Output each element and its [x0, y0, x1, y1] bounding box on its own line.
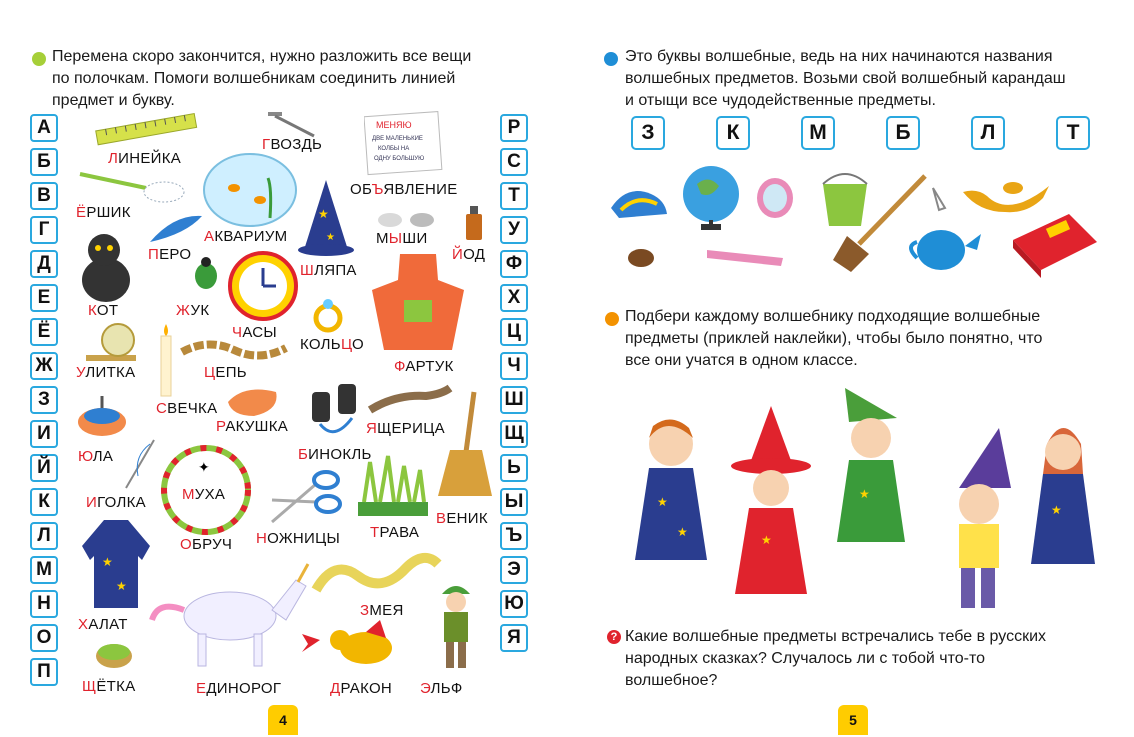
clock-icon: [226, 250, 300, 322]
blue-bullet-icon: [604, 52, 618, 66]
letter-tile[interactable]: Й: [30, 454, 58, 482]
svg-text:★: ★: [677, 525, 688, 539]
candle-icon: [156, 322, 176, 398]
word-yula: ЮЛА: [78, 448, 114, 465]
letter-tile[interactable]: Д: [30, 250, 58, 278]
letter-tile[interactable]: Ё: [30, 318, 58, 346]
right-page: [567, 0, 1134, 737]
letter-tile[interactable]: Н: [30, 590, 58, 618]
magic-letter-tile[interactable]: М: [801, 116, 835, 150]
word-chasy: ЧАСЫ: [232, 324, 277, 341]
safety-pin-icon: [929, 184, 951, 214]
word-kolco: КОЛЬЦО: [300, 336, 365, 353]
notice-sign-icon: [364, 110, 444, 178]
letter-tile[interactable]: Ю: [500, 590, 528, 618]
feather-icon: [146, 210, 206, 246]
magic-letter-tile[interactable]: Б: [886, 116, 920, 150]
magic-slippers-icon: [607, 180, 671, 224]
intro-line-3: предмет и букву.: [52, 92, 175, 109]
elf-icon: [430, 580, 480, 676]
page-number: 5: [838, 705, 868, 735]
word-khalat: ХАЛАТ: [78, 616, 128, 633]
svg-text:★: ★: [761, 533, 772, 547]
task2-line-3: все они учатся в одном классе.: [625, 352, 858, 369]
letter-tile[interactable]: Э: [500, 556, 528, 584]
letter-tile[interactable]: А: [30, 114, 58, 142]
task1-line-1: Это буквы волшебные, ведь на них начинаются названия: [625, 48, 1053, 65]
broom-icon: [430, 388, 494, 500]
word-lineyka: ЛИНЕЙКА: [108, 150, 182, 167]
word-mukha: МУХА: [182, 486, 226, 503]
chain-icon: [178, 338, 290, 364]
letter-tile[interactable]: Ф: [500, 250, 528, 278]
seashell-icon: [224, 382, 282, 418]
word-cep: ЦЕПЬ: [204, 364, 247, 381]
word-elf: ЭЛЬФ: [420, 680, 463, 697]
task3-line-3: волшебное?: [625, 672, 718, 689]
robe-icon: [76, 516, 156, 612]
ring-icon: [310, 296, 346, 336]
word-nozhnitsy: НОЖНИЦЫ: [256, 530, 341, 547]
ruler-icon: [92, 108, 202, 148]
letter-tile[interactable]: В: [30, 182, 58, 210]
svg-text:★: ★: [326, 232, 335, 243]
brush-icon: [94, 636, 136, 672]
word-drakon: ДРАКОН: [330, 680, 393, 697]
snail-icon: [82, 318, 140, 362]
word-zmeya: ЗМЕЯ: [360, 602, 404, 619]
word-pero: ПЕРО: [148, 246, 192, 263]
cat-icon: [76, 228, 138, 304]
letter-tile[interactable]: С: [500, 148, 528, 176]
sign-line-4: ОДНУ БОЛЬШУЮ: [374, 156, 425, 162]
hand-mirror-icon: [753, 176, 797, 232]
word-ulitka: УЛИТКА: [76, 364, 136, 381]
magic-letter-tile[interactable]: З: [631, 116, 665, 150]
word-venik: ВЕНИК: [436, 510, 488, 527]
task2-text: [625, 306, 1105, 372]
grass-icon: [354, 452, 432, 520]
magic-letter-tile[interactable]: Т: [1056, 116, 1090, 150]
letter-tile[interactable]: Б: [30, 148, 58, 176]
task3-line-2: народных сказках? Случалось ли с тобой что-то: [625, 650, 986, 667]
word-shlyapa: ШЛЯПА: [300, 262, 357, 279]
wizard-boy-glasses-icon: [627, 410, 717, 566]
word-ershik: ЁРШИК: [76, 204, 131, 221]
task1-line-2: волшебных предметов. Возьми свой волшебный карандаш: [625, 70, 1066, 87]
dragon-icon: [300, 618, 410, 674]
letter-tile[interactable]: О: [30, 624, 58, 652]
letter-tile[interactable]: И: [30, 420, 58, 448]
word-schetka: ЩЁТКА: [82, 678, 136, 695]
svg-text:★: ★: [1051, 503, 1062, 517]
iodine-bottle-icon: [462, 204, 486, 244]
letter-tile[interactable]: К: [30, 488, 58, 516]
word-obruch: ОБРУЧ: [180, 536, 233, 553]
aquarium-icon: [200, 148, 300, 228]
task2-line-2: предметы (приклей наклейки), чтобы было понятно, что: [625, 330, 1043, 347]
word-fartuk: ФАРТУК: [394, 358, 454, 375]
letter-tile[interactable]: У: [500, 216, 528, 244]
letter-tile[interactable]: Я: [500, 624, 528, 652]
svg-text:✦: ✦: [198, 459, 210, 475]
sign-line-2: ДВЕ МАЛЕНЬКИЕ: [372, 136, 423, 142]
word-igolka: ИГОЛКА: [86, 494, 146, 511]
letter-tile[interactable]: Р: [500, 114, 528, 142]
word-kot: КОТ: [88, 302, 119, 319]
pinecone-icon: [625, 246, 657, 270]
svg-text:★: ★: [116, 579, 127, 593]
left-intro-text: [52, 46, 522, 112]
letter-tile[interactable]: Ъ: [500, 522, 528, 550]
letter-tile[interactable]: Ы: [500, 488, 528, 516]
letter-tile[interactable]: З: [30, 386, 58, 414]
intro-line-1: Перемена скоро закончится, нужно разложить все вещи: [52, 48, 472, 65]
globe-icon: [679, 162, 743, 242]
red-book-icon: [1007, 204, 1101, 280]
word-yascheritsa: ЯЩЕРИЦА: [366, 420, 445, 437]
word-zhuk: ЖУК: [176, 302, 210, 319]
task3-line-1: Какие волшебные предметы встречались тебе в русских: [625, 628, 1047, 645]
beetle-icon: [188, 256, 224, 292]
wizard-boy-purple-hat-icon: [931, 424, 1021, 614]
svg-text:★: ★: [859, 487, 870, 501]
word-myshi: МЫШИ: [376, 230, 428, 247]
letter-tile[interactable]: Ш: [500, 386, 528, 414]
wizard-girl-red-hat-icon: [727, 404, 813, 610]
orange-bullet-icon: [605, 312, 619, 326]
letter-tile[interactable]: М: [30, 556, 58, 584]
letter-tile[interactable]: П: [30, 658, 58, 686]
task1-line-3: и отыщи все чудодейственные предметы.: [625, 92, 936, 109]
word-rakushka: РАКУШКА: [216, 418, 289, 435]
word-binokl: БИНОКЛЬ: [298, 446, 372, 463]
mice-icon: [372, 204, 444, 230]
word-edinorog: ЕДИНОРОГ: [196, 680, 282, 697]
page-number: 4: [268, 705, 298, 735]
svg-text:★: ★: [657, 495, 668, 509]
magic-letter-tile[interactable]: К: [716, 116, 750, 150]
word-gvozd: ГВОЗДЬ: [262, 136, 323, 153]
letter-tile[interactable]: Т: [500, 182, 528, 210]
letter-tile[interactable]: Щ: [500, 420, 528, 448]
letter-tile[interactable]: Ч: [500, 352, 528, 380]
letter-tile[interactable]: Х: [500, 284, 528, 312]
word-trava: ТРАВА: [370, 524, 420, 541]
sign-line-1: МЕНЯЮ: [376, 120, 412, 130]
question-mark-icon: ?: [607, 630, 621, 644]
svg-text:★: ★: [318, 207, 329, 221]
letter-tile[interactable]: Ь: [500, 454, 528, 482]
comb-icon: [703, 244, 787, 270]
sign-line-3: КОЛБЫ НА: [378, 146, 410, 152]
word-svechka: СВЕЧКА: [156, 400, 218, 417]
wizard-hat-icon: [296, 178, 356, 260]
apron-icon: [368, 250, 468, 356]
word-obyavlenie: ОБЪЯВЛЕНИЕ: [350, 181, 458, 198]
green-bullet-icon: [32, 52, 46, 66]
needle-icon: [120, 436, 160, 492]
binoculars-icon: [306, 380, 364, 442]
letter-tile[interactable]: Ц: [500, 318, 528, 346]
unicorn-icon: [146, 560, 310, 672]
magic-letter-tile[interactable]: Л: [971, 116, 1005, 150]
bottle-brush-icon: [76, 166, 186, 206]
letter-tile[interactable]: Г: [30, 216, 58, 244]
task2-line-1: Подбери каждому волшебнику подходящие волшебные: [625, 308, 1041, 325]
snake-icon: [310, 550, 442, 602]
word-yod: ЙОД: [452, 246, 486, 263]
letter-tile[interactable]: Е: [30, 284, 58, 312]
teapot-icon: [903, 216, 983, 274]
svg-text:★: ★: [102, 555, 113, 569]
letter-tile[interactable]: Ж: [30, 352, 58, 380]
word-akvarium: АКВАРИУМ: [204, 228, 288, 245]
scissors-icon: [268, 470, 344, 526]
intro-line-2: по полочкам. Помоги волшебникам соединить линией: [52, 70, 456, 87]
task3-text: [625, 626, 1105, 692]
wizard-boy-green-icon: [827, 378, 913, 548]
wizard-girl-blue-robe-icon: [1025, 414, 1101, 568]
letter-tile[interactable]: Л: [30, 522, 58, 550]
task1-text: [625, 46, 1105, 112]
